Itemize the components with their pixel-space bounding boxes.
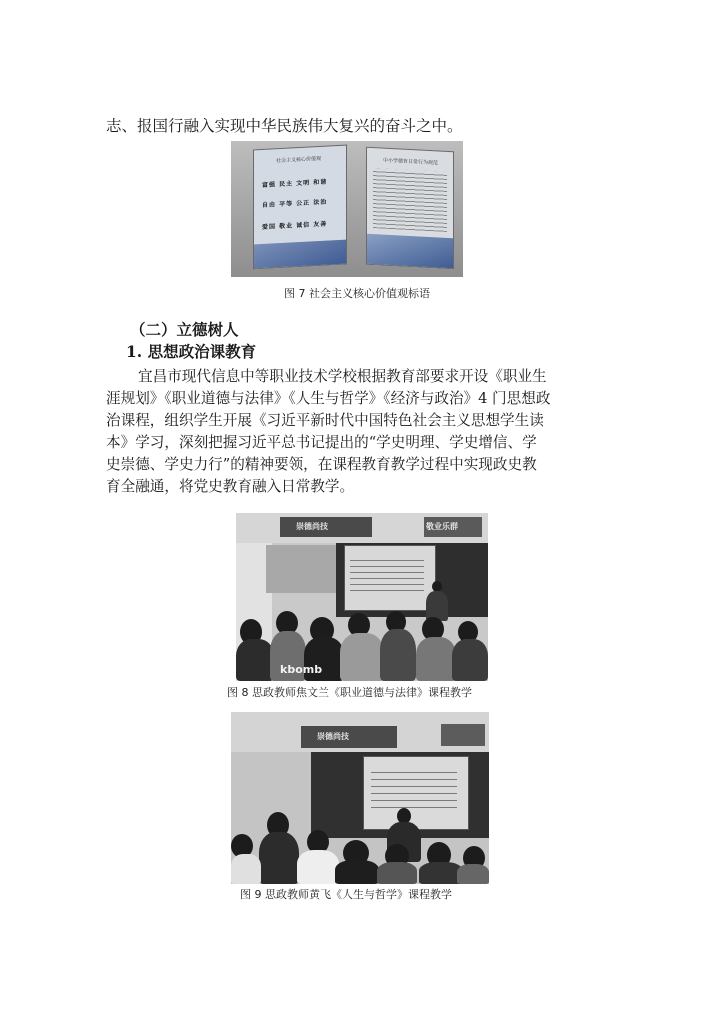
poster-row-1: 富强 民主 文明 和谐 [262, 178, 328, 189]
conduct-poster [366, 147, 454, 270]
banner-right: 敬业乐群 [426, 522, 458, 531]
shirt-print: kbomb [280, 663, 323, 676]
paragraph-line-5: 史崇德、学史力行”的精神要领，在课程教育教学过程中实现政史教 [106, 456, 537, 473]
intro-line: 志、报国行融入实现中华民族伟大复兴的奋斗之中。 [106, 117, 463, 135]
paragraph-line-3: 治课程，组织学生开展《习近平新时代中国特色社会主义思想学生读 [106, 412, 544, 429]
figure-9-caption: 图 9 思政教师黄飞《人生与哲学》课程教学 [240, 888, 452, 901]
figure-8-caption: 图 8 思政教师焦文兰《职业道德与法律》课程教学 [227, 686, 472, 699]
paragraph-line-6: 育全融通，将党史教育融入日常教学。 [106, 478, 355, 495]
poster-title: 社会主义核心价值观 [276, 155, 322, 165]
figure-9-photo [231, 712, 489, 884]
paragraph-line-4: 本》学习，深刻把握习近平总书记提出的“学史明理、学史增信、学 [106, 434, 537, 451]
subsection-heading: 1. 思想政治课教育 [126, 342, 257, 361]
poster-row-3: 爱国 敬业 诚信 友善 [262, 220, 328, 231]
figure-7-caption: 图 7 社会主义核心价值观标语 [284, 287, 430, 300]
paragraph-line-1: 宜昌市现代信息中等职业技术学校根据教育部要求开设《职业生 [138, 368, 547, 385]
poster-title-right: 中小学德育日常行为规范 [383, 157, 439, 167]
poster-row-2: 自由 平等 公正 法治 [262, 198, 328, 209]
core-values-poster [253, 145, 347, 270]
figure-7-photo [231, 141, 463, 277]
banner-left: 崇德尚技 [296, 522, 328, 531]
paragraph-line-2: 涯规划》《职业道德与法律》《人生与哲学》《经济与政治》4 门思想政 [106, 390, 551, 407]
banner-left-fig9: 崇德尚技 [317, 732, 349, 741]
section-heading: （二）立德树人 [130, 320, 239, 339]
figure-8-photo [236, 513, 488, 681]
